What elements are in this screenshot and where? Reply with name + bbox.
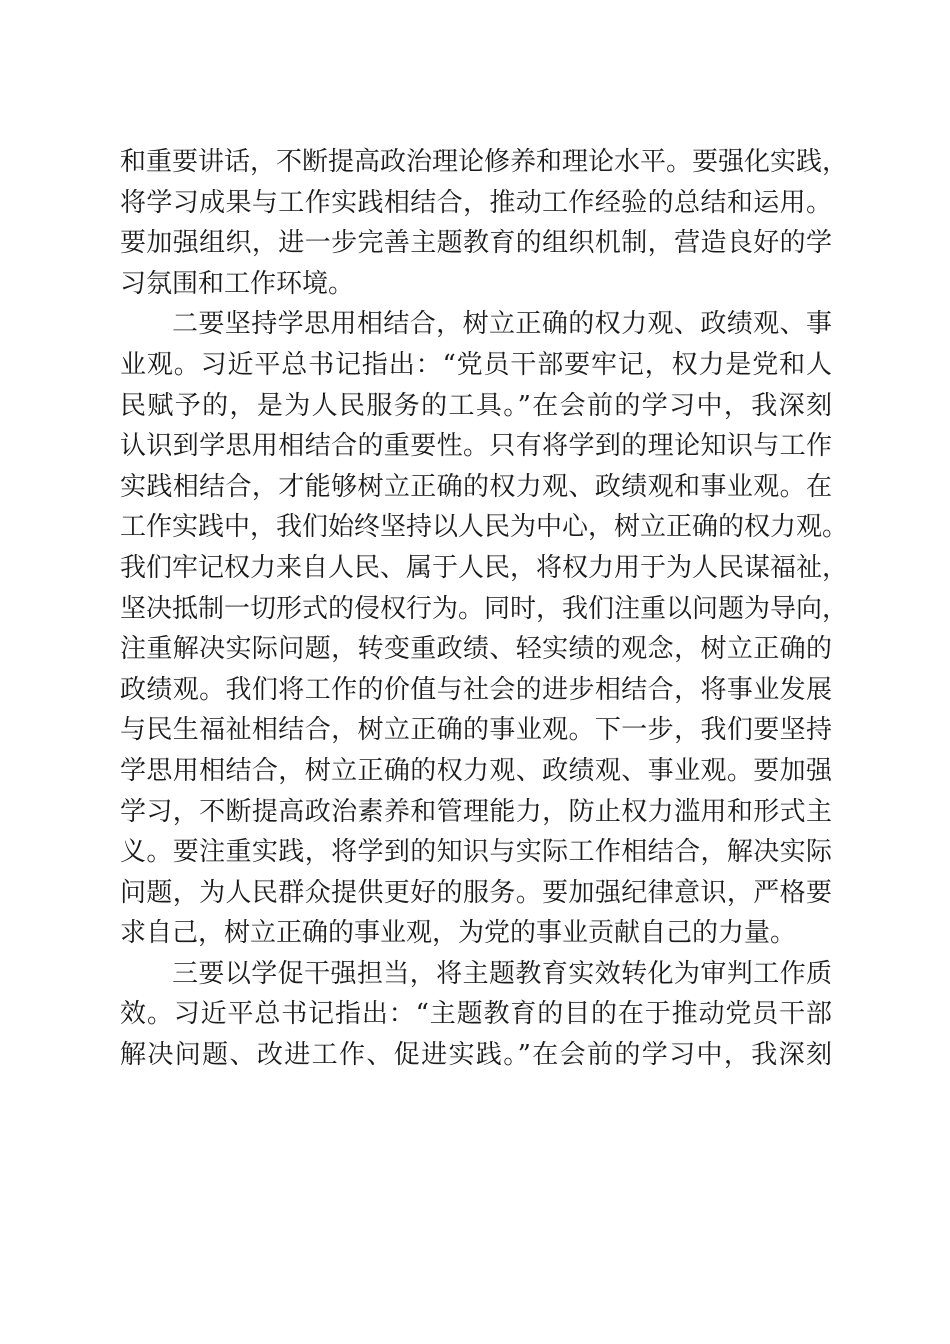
text-line: 坚决抵制一切形式的侵权行为。同时，我们注重以问题为导向， (120, 593, 849, 624)
body-text (120, 142, 849, 1076)
text-line: 政绩观。我们将工作的价值与社会的进步相结合，将事业发展 (120, 674, 832, 705)
text-line: 问题，为人民群众提供更好的服务。要加强纪律意识，严格要 (120, 877, 832, 908)
paragraph-first-line: 二要坚持学思用相结合，树立正确的权力观、政绩观、事 (172, 309, 832, 340)
text-line: 民赋予的，是为人民服务的工具。”在会前的学习中，我深刻 (120, 390, 832, 421)
text-line: 将学习成果与工作实践相结合，推动工作经验的总结和运用。 (120, 187, 832, 218)
text-line: 效。习近平总书记指出：“主题教育的目的在于推动党员干部 (120, 999, 832, 1030)
text-line: 注重解决实际问题，转变重政绩、轻实绩的观念，树立正确的 (120, 634, 832, 665)
text-line: 认识到学思用相结合的重要性。只有将学到的理论知识与工作 (120, 431, 832, 462)
text-line: 实践相结合，才能够树立正确的权力观、政绩观和事业观。在 (120, 471, 832, 502)
text-line: 求自己，树立正确的事业观，为党的事业贡献自己的力量。 (120, 918, 797, 949)
text-line: 解决问题、改进工作、促进实践。”在会前的学习中，我深刻 (120, 1040, 832, 1071)
text-line: 工作实践中，我们始终坚持以人民为中心，树立正确的权力观。 (120, 512, 849, 543)
text-line: 我们牢记权力来自人民、属于人民，将权力用于为人民谋福祉， (120, 552, 849, 583)
text-line: 习氛围和工作环境。 (120, 268, 355, 299)
text-line: 与民生福祉相结合，树立正确的事业观。下一步，我们要坚持 (120, 715, 832, 746)
text-line: 和重要讲话，不断提高政治理论修养和理论水平。要强化实践， (120, 147, 849, 177)
text-line: 学习，不断提高政治素养和管理能力，防止权力滥用和形式主 (120, 796, 832, 827)
text-line: 学思用相结合，树立正确的权力观、政绩观、事业观。要加强 (120, 755, 832, 786)
paragraph-first-line: 三要以学促干强担当，将主题教育实效转化为审判工作质 (172, 958, 832, 989)
text-line: 义。要注重实践，将学到的知识与实际工作相结合，解决实际 (120, 837, 832, 868)
text-line: 要加强组织，进一步完善主题教育的组织机制，营造良好的学 (120, 228, 832, 259)
text-line: 业观。习近平总书记指出：“党员干部要牢记，权力是党和人 (120, 349, 832, 380)
